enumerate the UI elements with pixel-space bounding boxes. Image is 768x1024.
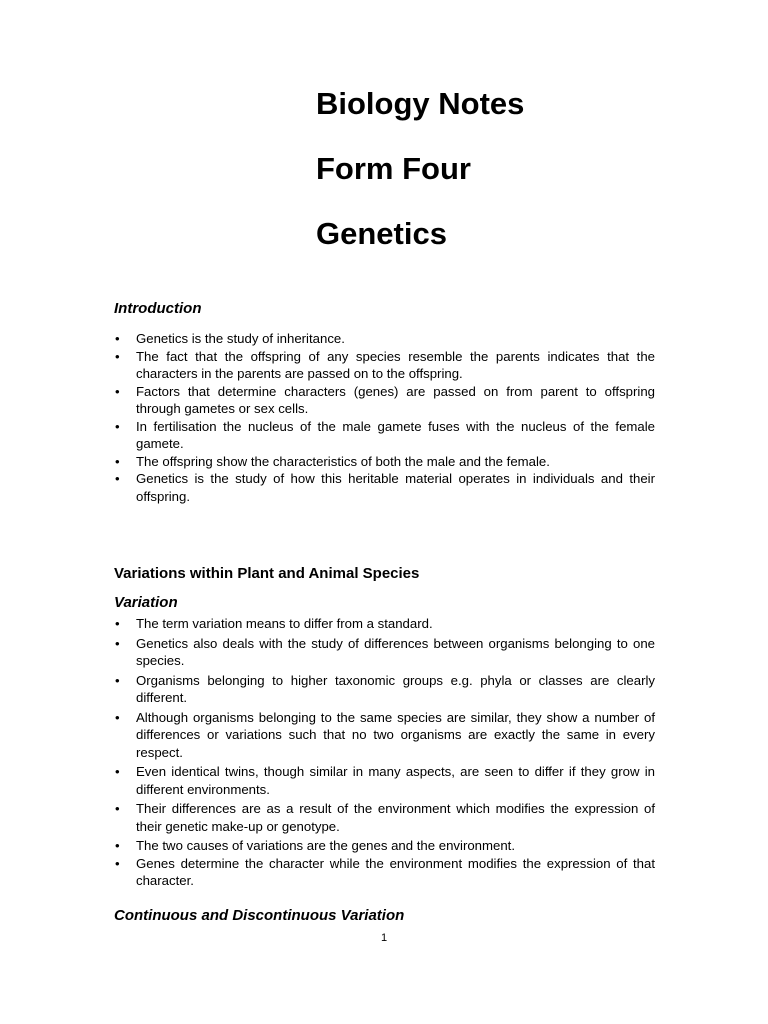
variation-list [114, 615, 655, 890]
list-item: • Factors that determine characters (genes) are passed on from parent to offspring through gametes or sex cells. [114, 383, 655, 418]
title-biology-notes: Biology Notes [316, 86, 525, 121]
continuous-heading: Continuous and Discontinuous Variation [114, 907, 405, 924]
variations-section [114, 565, 655, 892]
list-item: • Genetics also deals with the study of differences between organisms belonging to one species. [114, 635, 655, 670]
title-form-four: Form Four [316, 151, 471, 186]
title-genetics: Genetics [316, 216, 447, 251]
variations-heading: Variations within Plant and Animal Species [114, 565, 420, 582]
list-item: • Genetics is the study of how this heritable material operates in individuals and their offspring. [114, 470, 655, 505]
list-item: • Genes determine the character while the environment modifies the expression of that character. [114, 855, 655, 890]
page-number: 1 [380, 932, 388, 944]
introduction-section [114, 300, 655, 505]
title-block [316, 86, 524, 281]
list-item: • Their differences are as a result of the environment which modifies the expression of their genetic make-up or genotype. [114, 800, 655, 835]
list-item: • The offspring show the characteristics of both the male and the female. [114, 453, 655, 471]
introduction-heading: Introduction [114, 300, 202, 317]
list-item: • Although organisms belonging to the same species are similar, they show a number of differences or variations such that no two organisms are exactly the same in every respect. [114, 709, 655, 762]
variation-subheading: Variation [114, 594, 178, 611]
list-item: • The term variation means to differ from a standard. [114, 615, 655, 633]
list-item: • Genetics is the study of inheritance. [114, 330, 655, 348]
list-item: • The two causes of variations are the genes and the environment. [114, 837, 655, 855]
continuous-section [114, 907, 655, 925]
introduction-list [114, 330, 655, 505]
list-item: • In fertilisation the nucleus of the male gamete fuses with the nucleus of the female gamete. [114, 418, 655, 453]
list-item: • Organisms belonging to higher taxonomic groups e.g. phyla or classes are clearly different. [114, 672, 655, 707]
list-item: • Even identical twins, though similar in many aspects, are seen to differ if they grow in different environments. [114, 763, 655, 798]
list-item: • The fact that the offspring of any species resemble the parents indicates that the characters in the parents are passed on to the offspring. [114, 348, 655, 383]
